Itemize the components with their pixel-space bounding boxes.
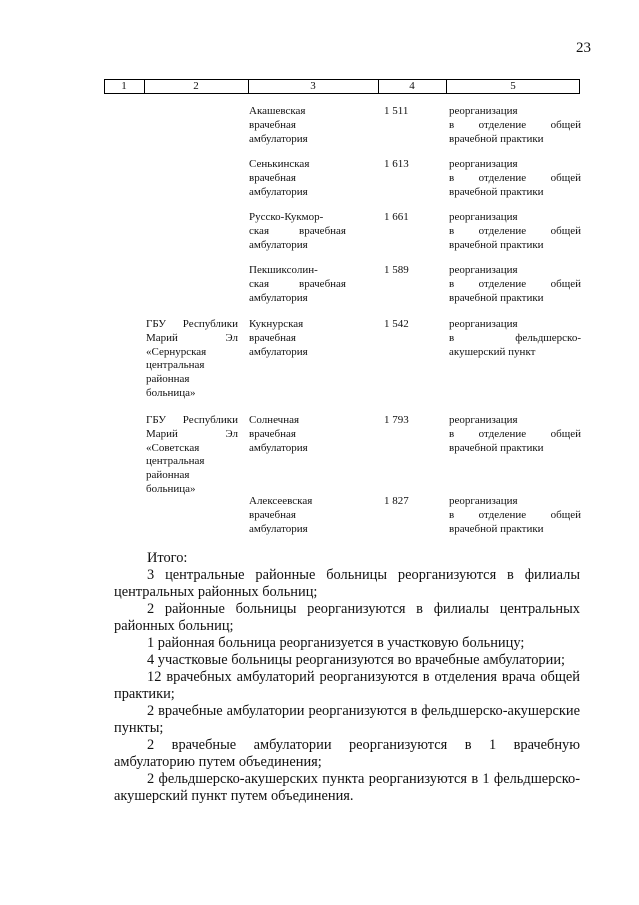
table-row-unit: Кукнурская врачебная амбулатория [249, 318, 308, 358]
summary-item: 12 врачебных амбулаторий реорганизуются в отделения врача общей практики; [114, 669, 580, 702]
table-row-action: реорганизация в отделение общей врачебной практики [449, 495, 581, 535]
table-row-action: реорганизация в отделение общей врачебной практики [449, 211, 581, 251]
summary-item: 2 врачебные амбулатории реорганизуются в 1 врачебную амбулаторию путем объединения; [114, 737, 580, 770]
table-header [104, 79, 580, 94]
table-row-count: 1 589 [384, 264, 409, 276]
summary-item: 2 фельдшерско-акушерских пункта реорганизуются в 1 фельдшерско-акушерский пункт путем объединения. [114, 771, 580, 804]
table-row-unit: Пекшиксолин- ская врачебная амбулатория [249, 264, 346, 304]
header-col-3: 3 [310, 80, 316, 92]
table-row-action: реорганизация в фельдшерско- акушерский пункт [449, 318, 581, 358]
summary-item: 2 районные больницы реорганизуются в филиалы центральных районных больниц; [114, 601, 580, 634]
header-col-4: 4 [409, 80, 415, 92]
table-row-org: ГБУ Республики Марий Эл «Сернурская центральная районная больница» [146, 318, 238, 399]
page-number: 23 [576, 40, 591, 56]
header-col-2: 2 [193, 80, 199, 92]
summary-item: 2 врачебные амбулатории реорганизуются в фельдшерско-акушерские пункты; [114, 703, 580, 736]
table-row-action: реорганизация в отделение общей врачебной практики [449, 158, 581, 198]
summary-title: Итого: [147, 550, 188, 566]
table-row-count: 1 793 [384, 414, 409, 426]
table-row-count: 1 542 [384, 318, 409, 330]
summary-section [114, 550, 580, 805]
summary-item: 4 участковые больницы реорганизуются во врачебные амбулатории; [147, 652, 566, 668]
summary-item: 3 центральные районные больницы реорганизуются в филиалы центральных районных больниц; [114, 567, 580, 600]
table-row-action: реорганизация в отделение общей врачебной практики [449, 414, 581, 454]
table-row-count: 1 511 [384, 105, 409, 117]
table-row-count: 1 613 [384, 158, 409, 170]
table-row-unit: Солнечная врачебная амбулатория [249, 414, 308, 454]
header-col-5: 5 [510, 80, 516, 92]
table-row-unit: Акашевская врачебная амбулатория [249, 105, 308, 145]
table-row-action: реорганизация в отделение общей врачебной практики [449, 105, 581, 145]
table-row-org: ГБУ Республики Марий Эл «Советская центральная районная больница» [146, 414, 238, 495]
table-row-unit: Русско-Кукмор- ская врачебная амбулатория [249, 211, 346, 251]
table-row-count: 1 827 [384, 495, 409, 507]
table-row-count: 1 661 [384, 211, 409, 223]
table-row-action: реорганизация в отделение общей врачебной практики [449, 264, 581, 304]
header-col-1: 1 [121, 80, 127, 92]
summary-item: 1 районная больница реорганизуется в участковую больницу; [147, 635, 525, 651]
table-row-unit: Сенькинская врачебная амбулатория [249, 158, 310, 198]
table-row-unit: Алексеевская врачебная амбулатория [249, 495, 313, 535]
